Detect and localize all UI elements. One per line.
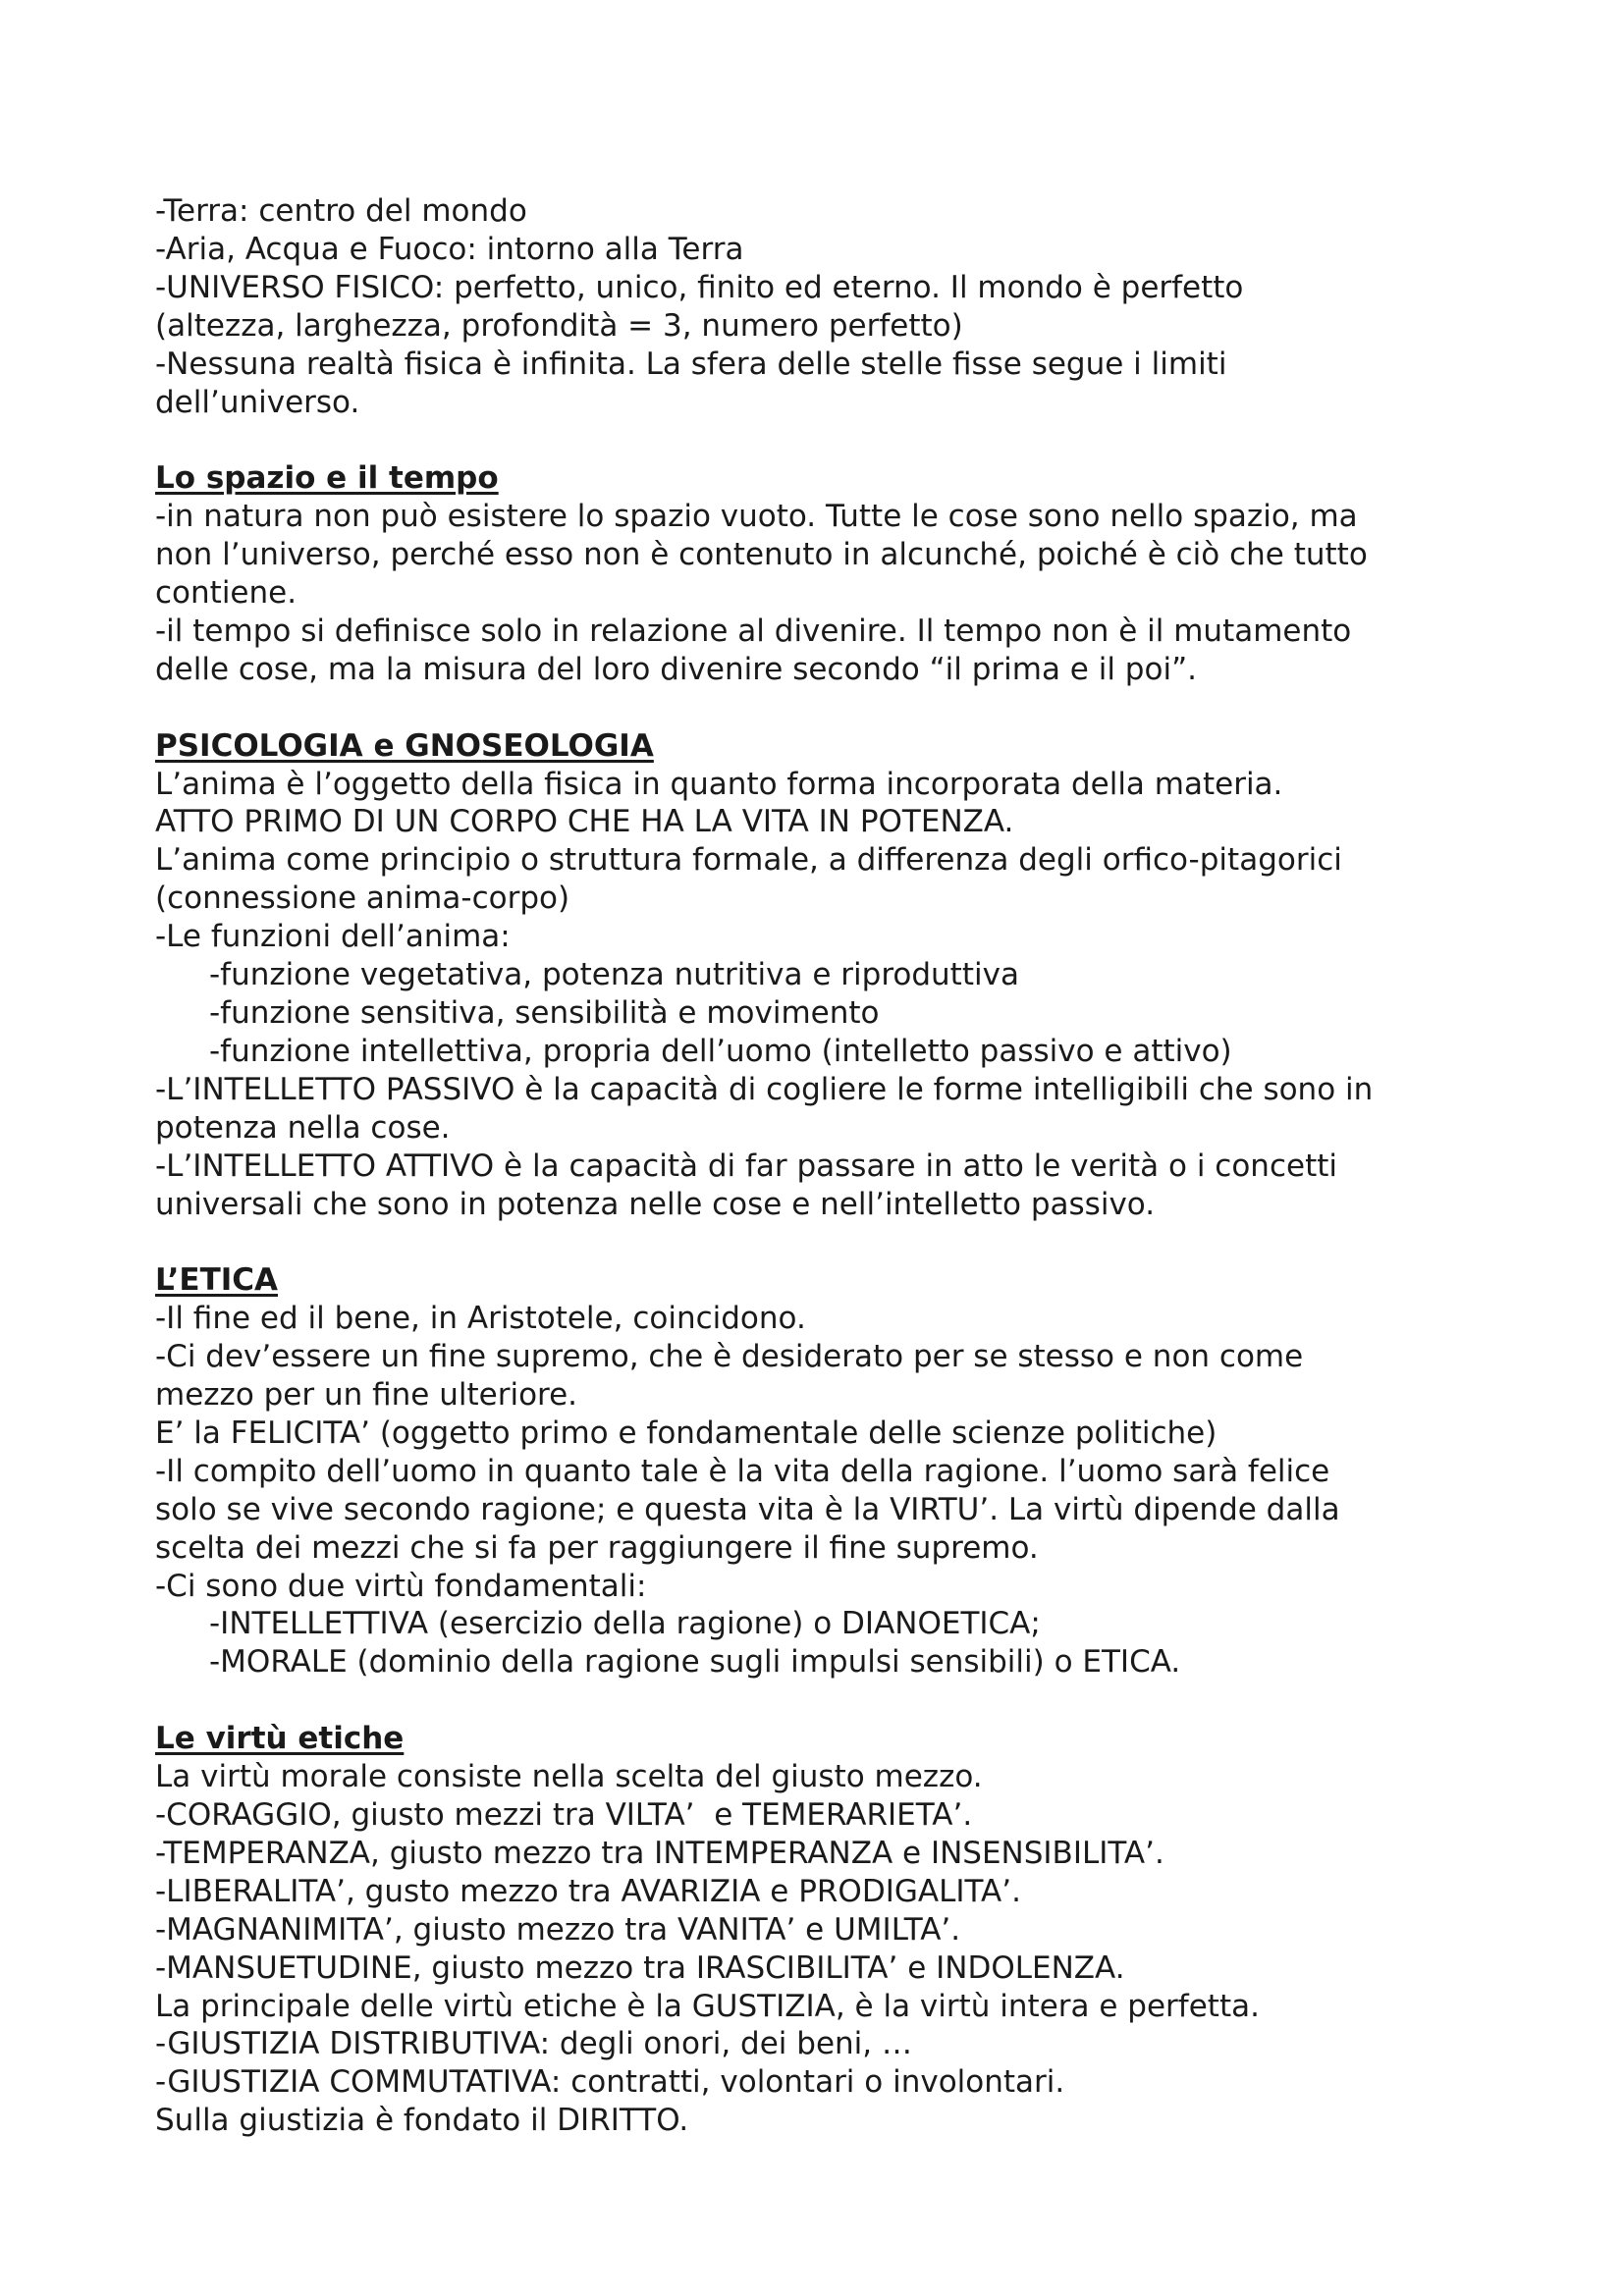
indented-line: -funzione intellettiva, propria dell’uomo (intelletto passivo e attivo) xyxy=(209,1033,1232,1069)
section-heading: L’ETICA xyxy=(155,1262,278,1299)
indented-line: -funzione sensitiva, sensibilità e movimento xyxy=(209,995,880,1031)
text-line: E’ la FELICITA’ (oggetto primo e fondamentale delle scienze politiche) xyxy=(155,1415,1217,1451)
text-line: scelta dei mezzi che si fa per raggiungere il fine supremo. xyxy=(155,1529,1039,1566)
text-line: -GIUSTIZIA DISTRIBUTIVA: degli onori, dei beni, … xyxy=(155,2026,912,2062)
text-line: contiene. xyxy=(155,575,298,612)
text-line: -CORAGGIO, giusto mezzi tra VILTA’ e TEMERARIETA’. xyxy=(155,1797,973,1833)
text-line: potenza nella cose. xyxy=(155,1109,451,1146)
text-line: -Aria, Acqua e Fuoco: intorno alla Terra xyxy=(155,231,744,267)
text-line: -Ci dev’essere un fine supremo, che è desiderato per se stesso e non come xyxy=(155,1339,1304,1375)
section-space-time xyxy=(155,459,1490,688)
section-psychology xyxy=(155,727,1490,1224)
paragraph-spacer xyxy=(155,421,1490,459)
text-line: solo se vive secondo ragione; e questa vita è la VIRTU’. La virtù dipende dalla xyxy=(155,1491,1340,1527)
text-line: L’anima è l’oggetto della fisica in quanto forma incorporata della materia. xyxy=(155,766,1283,802)
text-line: -LIBERALITA’, gusto mezzo tra AVARIZIA e PRODIGALITA’. xyxy=(155,1873,1021,1909)
indented-line: -MORALE (dominio della ragione sugli impulsi sensibili) o ETICA. xyxy=(209,1644,1181,1681)
text-line: ATTO PRIMO DI UN CORPO CHE HA LA VITA IN POTENZA. xyxy=(155,804,1014,840)
document-body xyxy=(155,192,1490,2140)
section-heading: Le virtù etiche xyxy=(155,1721,405,1757)
text-line: dell’universo. xyxy=(155,384,360,420)
text-line: -Ci sono due virtù fondamentali: xyxy=(155,1568,647,1604)
text-line: -TEMPERANZA, giusto mezzo tra INTEMPERANZA e INSENSIBILITA’. xyxy=(155,1835,1164,1871)
text-line: non l’universo, perché esso non è contenuto in alcunché, poiché è ciò che tutto xyxy=(155,537,1368,573)
text-line: La principale delle virtù etiche è la GUSTIZIA, è la virtù intera e perfetta. xyxy=(155,1988,1260,2024)
section-cosmology xyxy=(155,192,1490,421)
text-line: -Nessuna realtà fisica è infinita. La sfera delle stelle fisse segue i limiti xyxy=(155,346,1227,382)
text-line: -L’INTELLETTO ATTIVO è la capacità di far passare in atto le verità o i concetti xyxy=(155,1148,1337,1184)
text-line: -in natura non può esistere lo spazio vuoto. Tutte le cose sono nello spazio, ma xyxy=(155,499,1358,535)
text-line: -Terra: centro del mondo xyxy=(155,193,527,229)
text-line: -GIUSTIZIA COMMUTATIVA: contratti, volontari o involontari. xyxy=(155,2064,1065,2101)
text-line: Sulla giustizia è fondato il DIRITTO. xyxy=(155,2103,689,2139)
text-line: -Il fine ed il bene, in Aristotele, coincidono. xyxy=(155,1301,806,1337)
section-ethics xyxy=(155,1261,1490,1682)
paragraph-spacer xyxy=(155,1223,1490,1261)
text-line: -Le funzioni dell’anima: xyxy=(155,919,511,955)
text-line: delle cose, ma la misura del loro divenire secondo “il prima e il poi”. xyxy=(155,651,1197,687)
text-line: -MAGNANIMITA’, giusto mezzo tra VANITA’ e UMILTA’. xyxy=(155,1911,961,1948)
text-line: universali che sono in potenza nelle cose e nell’intelletto passivo. xyxy=(155,1186,1156,1222)
indented-line: -funzione vegetativa, potenza nutritiva e riproduttiva xyxy=(209,957,1019,993)
section-virtues xyxy=(155,1720,1490,2140)
text-line: mezzo per un fine ulteriore. xyxy=(155,1377,578,1414)
text-line: La virtù morale consiste nella scelta del giusto mezzo. xyxy=(155,1759,983,1795)
text-line: -il tempo si definisce solo in relazione al divenire. Il tempo non è il mutamento xyxy=(155,613,1352,649)
paragraph-spacer xyxy=(155,1682,1490,1720)
text-line: -L’INTELLETTO PASSIVO è la capacità di cogliere le forme intelligibili che sono in xyxy=(155,1071,1374,1107)
text-line: -MANSUETUDINE, giusto mezzo tra IRASCIBILITA’ e INDOLENZA. xyxy=(155,1949,1125,1986)
paragraph-spacer xyxy=(155,689,1490,727)
section-heading: Lo spazio e il tempo xyxy=(155,460,499,497)
text-line: -Il compito dell’uomo in quanto tale è la vita della ragione. l’uomo sarà felice xyxy=(155,1453,1330,1489)
text-line: L’anima come principio o struttura formale, a differenza degli orfico-pitagorici xyxy=(155,842,1342,879)
text-line: (connessione anima-corpo) xyxy=(155,881,570,917)
text-line: -UNIVERSO FISICO: perfetto, unico, finito ed eterno. Il mondo è perfetto xyxy=(155,269,1244,305)
section-heading: PSICOLOGIA e GNOSEOLOGIA xyxy=(155,727,654,764)
indented-line: -INTELLETTIVA (esercizio della ragione) o DIANOETICA; xyxy=(209,1606,1041,1642)
text-line: (altezza, larghezza, profondità = 3, numero perfetto) xyxy=(155,307,963,344)
